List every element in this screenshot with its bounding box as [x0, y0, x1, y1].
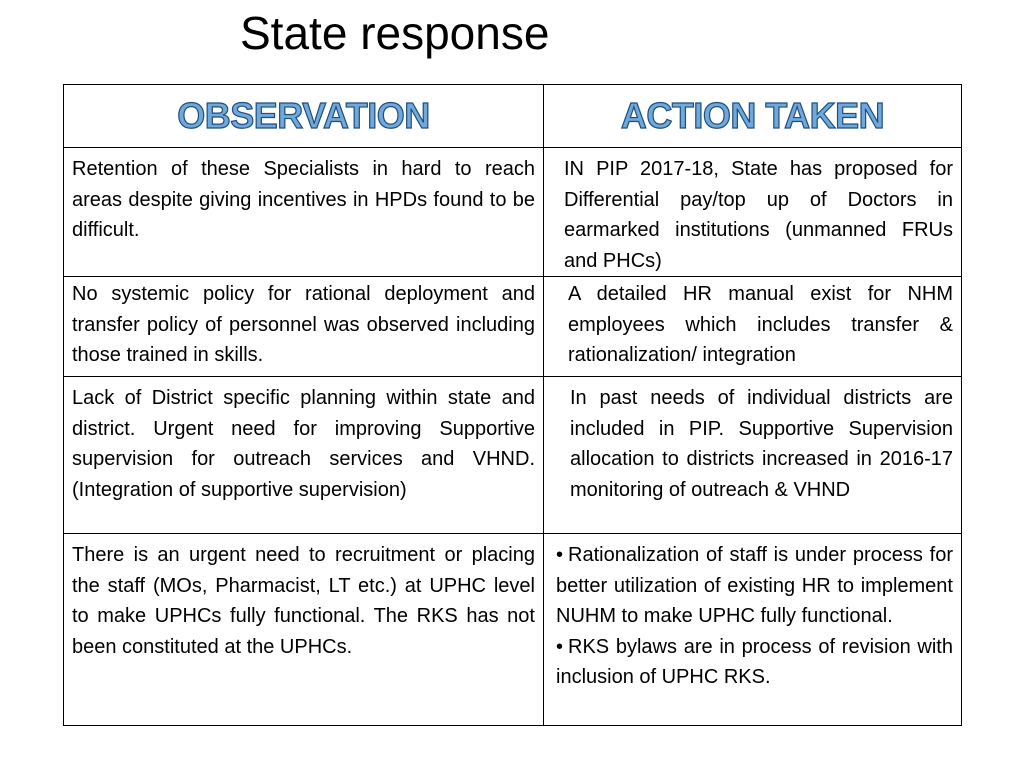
action-cell — [544, 534, 962, 726]
table-row — [64, 277, 962, 377]
header-observation: OBSERVATION — [64, 85, 544, 148]
page-title: State response — [240, 7, 550, 59]
header-action-taken: ACTION TAKEN — [544, 85, 962, 148]
table-row — [64, 148, 962, 277]
action-cell: In past needs of individual districts are included in PIP. Supportive Supervision allocation to districts increased in 2016-17 monitoring of outreach & VHND — [544, 377, 962, 534]
bullet-text: RKS bylaws are in process of revision with inclusion of UPHC RKS. — [556, 635, 953, 688]
table-header-row — [64, 85, 962, 148]
bullet-text: Rationalization of staff is under process for better utilization of existing HR to implement NUHM to make UPHC fully functional. — [556, 544, 953, 627]
action-cell: A detailed HR manual exist for NHM employees which includes transfer & rationalization/ integration — [544, 277, 962, 377]
action-bullet-item — [556, 540, 953, 632]
response-table — [63, 84, 962, 726]
observation-cell: Retention of these Specialists in hard to reach areas despite giving incentives in HPDs found to be difficult. — [64, 148, 544, 277]
table-row — [64, 534, 962, 726]
table-row — [64, 377, 962, 534]
observation-cell: Lack of District specific planning within state and district. Urgent need for improving Supportive supervision for outreach services and VHND. (Integration of supportive supervision) — [64, 377, 544, 534]
bullet-marker: • — [556, 544, 564, 566]
observation-cell: There is an urgent need to recruitment or placing the staff (MOs, Pharmacist, LT etc.) at UPHC level to make UPHCs fully functional. The RKS has not been constituted at the UPHCs. — [64, 534, 544, 726]
bullet-marker: • — [556, 635, 564, 658]
observation-cell: No systemic policy for rational deployment and transfer policy of personnel was observed including those trained in skills. — [64, 277, 544, 377]
action-cell: IN PIP 2017-18, State has proposed for Differential pay/top up of Doctors in earmarked institutions (unmanned FRUs and PHCs) — [544, 148, 962, 277]
action-bullet-item — [556, 632, 953, 693]
